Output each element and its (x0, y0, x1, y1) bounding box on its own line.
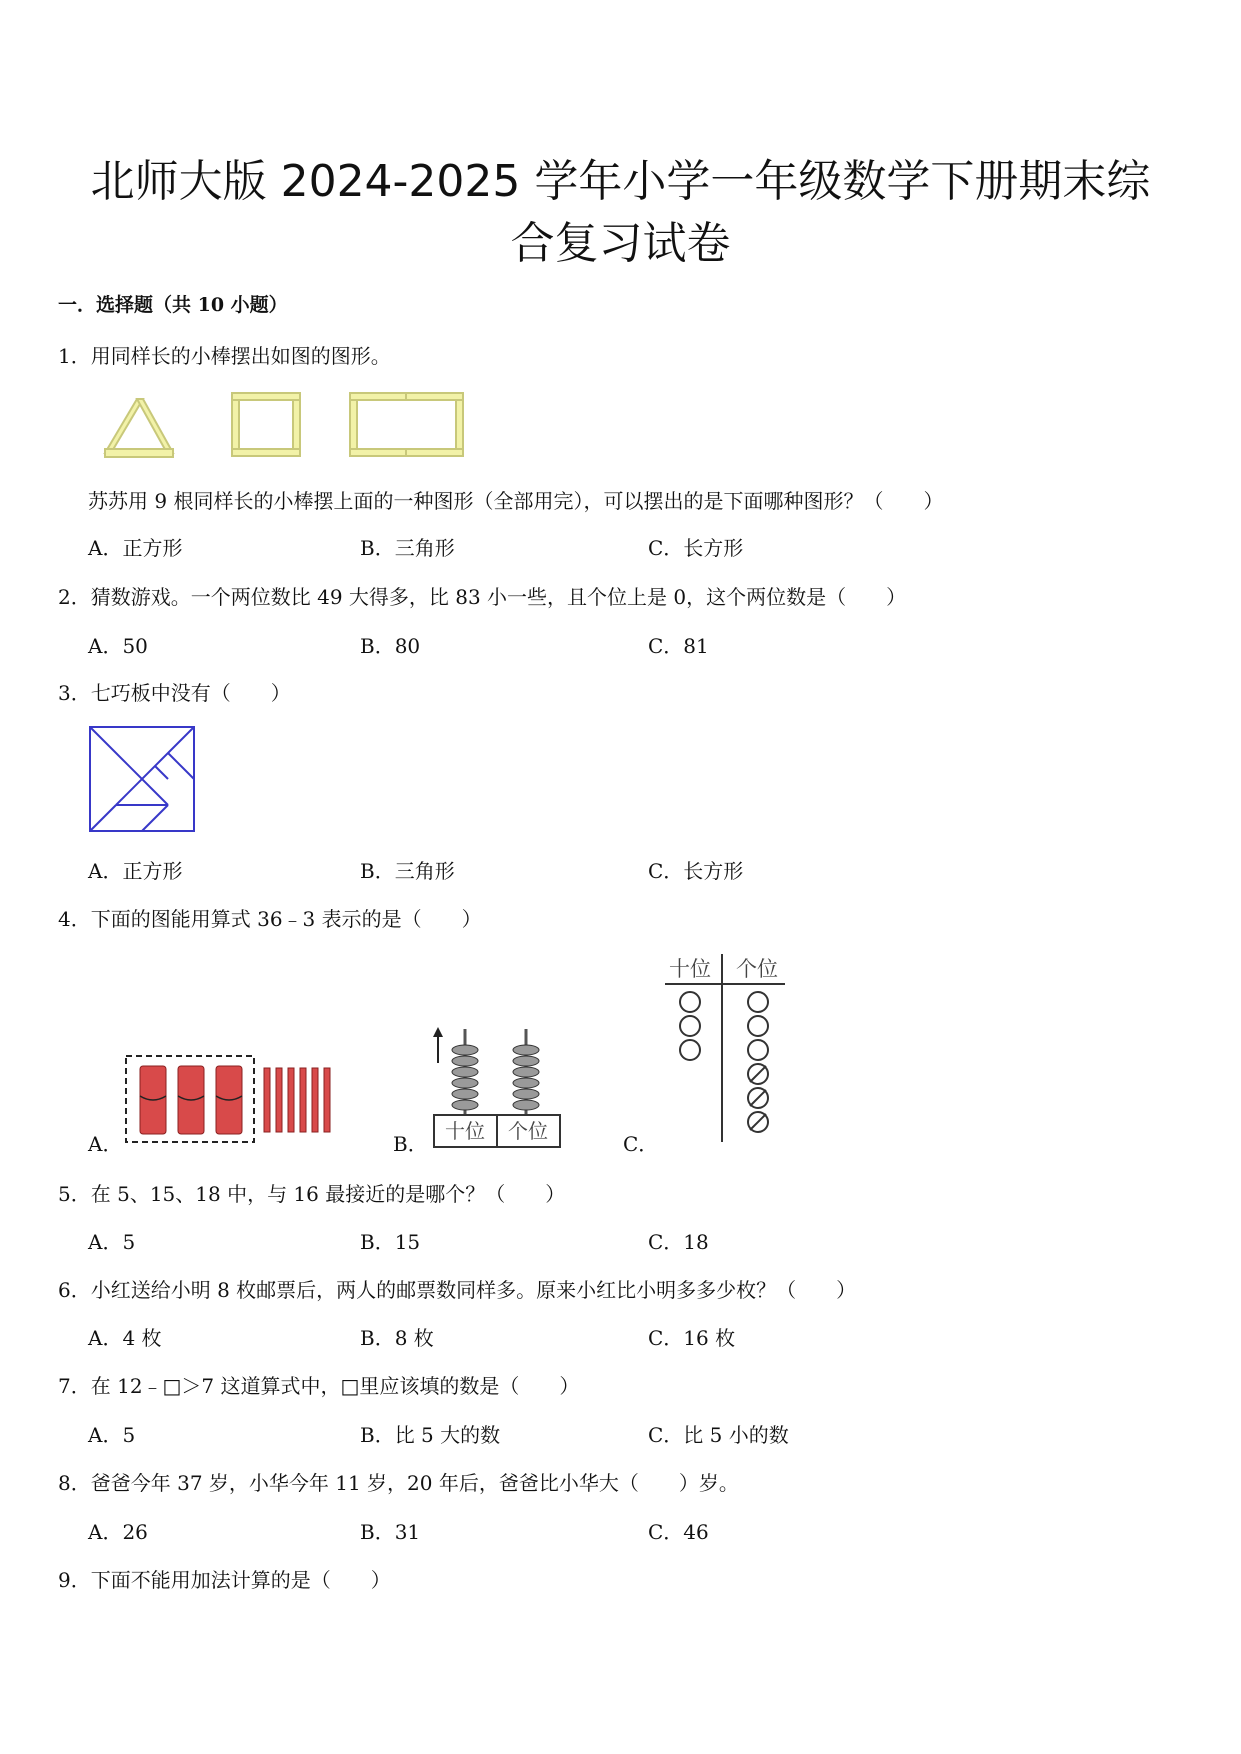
abacus-ones-label: 个位 (508, 1119, 548, 1143)
abacus-bead (452, 1067, 478, 1077)
option-8a[interactable]: A．26 (88, 1520, 148, 1544)
option-3c[interactable]: C．长方形 (648, 859, 744, 883)
question-7: 7．在 12﹣□＞7 这道算式中，□里应该填的数是（ ） (58, 1374, 580, 1398)
abacus-tens-label: 十位 (445, 1119, 485, 1143)
single-stick (324, 1068, 330, 1132)
option-5c[interactable]: C．18 (648, 1230, 709, 1254)
question-8: 8．爸爸今年 37 岁，小华今年 11 岁，20 年后，爸爸比小华大（ ）岁。 (58, 1471, 739, 1495)
question-4: 4．下面的图能用算式 36﹣3 表示的是（ ） (58, 907, 482, 931)
option-8b[interactable]: B．31 (360, 1520, 421, 1544)
option-3a[interactable]: A．正方形 (88, 859, 183, 883)
question-1: 1．用同样长的小棒摆出如图的图形。 (58, 344, 391, 368)
option-7a[interactable]: A．5 (88, 1423, 136, 1447)
question-1-sub: 苏苏用 9 根同样长的小棒摆上面的一种图形（全部用完），可以摆出的是下面哪种图形？（ ） (88, 489, 944, 513)
single-stick (288, 1068, 294, 1132)
abacus-bead (452, 1078, 478, 1088)
abacus-bead (452, 1056, 478, 1066)
option-6a[interactable]: A．4 枚 (88, 1326, 162, 1350)
stick-shape-rectangle (350, 393, 357, 456)
option-2c[interactable]: C．81 (648, 634, 709, 658)
option-8c[interactable]: C．46 (648, 1520, 709, 1544)
question-3: 3．七巧板中没有（ ） (58, 681, 291, 705)
question-6: 6．小红送给小明 8 枚邮票后，两人的邮票数同样多。原来小红比小明多多少枚？（ ） (58, 1278, 857, 1302)
abacus-bead (452, 1100, 478, 1110)
abacus-bead (513, 1045, 539, 1055)
chart-tens-label: 十位 (669, 957, 711, 981)
option-2a[interactable]: A．50 (88, 634, 148, 658)
option-7b[interactable]: B．比 5 大的数 (360, 1423, 501, 1447)
tangram-figure (88, 723, 200, 835)
option-3b[interactable]: B．三角形 (360, 859, 455, 883)
section-heading: 一．选择题（共 10 小题） (58, 294, 288, 316)
abacus-bead (513, 1067, 539, 1077)
abacus-bead (513, 1078, 539, 1088)
single-stick (312, 1068, 318, 1132)
stick-shape-triangle (105, 399, 143, 453)
option-7c[interactable]: C．比 5 小的数 (648, 1423, 789, 1447)
place-value-chart-figure (660, 950, 790, 1145)
option-2b[interactable]: B．80 (360, 634, 421, 658)
option-6b[interactable]: B．8 枚 (360, 1326, 434, 1350)
option-6c[interactable]: C．16 枚 (648, 1326, 736, 1350)
question-5: 5．在 5、15、18 中，与 16 最接近的是哪个？（ ） (58, 1182, 566, 1206)
abacus-figure (430, 1025, 562, 1150)
abacus-bead (513, 1100, 539, 1110)
option-5a[interactable]: A．5 (88, 1230, 136, 1254)
page-title-line2: 合复习试卷 (510, 218, 731, 269)
option-5b[interactable]: B．15 (360, 1230, 421, 1254)
option-1b[interactable]: B．三角形 (360, 536, 455, 560)
chart-ones-label: 个位 (736, 957, 778, 981)
abacus-bead (452, 1045, 478, 1055)
option-4a[interactable]: A． (88, 1132, 123, 1156)
option-1c[interactable]: C．长方形 (648, 536, 744, 560)
abacus-bead (452, 1089, 478, 1099)
single-stick (276, 1068, 282, 1132)
option-4b[interactable]: B． (393, 1132, 428, 1156)
option-1a[interactable]: A．正方形 (88, 536, 183, 560)
abacus-bead (513, 1056, 539, 1066)
option-4c[interactable]: C． (623, 1132, 659, 1156)
stick-shapes-figure (95, 385, 475, 465)
question-2: 2．猜数游戏。一个两位数比 49 大得多，比 83 小一些，且个位上是 0，这个两位数是（ ） (58, 585, 907, 609)
stick-shape-square (232, 393, 239, 456)
abacus-bead (513, 1089, 539, 1099)
page-title-line1: 北师大版 2024-2025 学年小学一年级数学下册期末综 (90, 156, 1151, 207)
single-stick (264, 1068, 270, 1132)
stick-bundles-figure (124, 1050, 339, 1146)
single-stick (300, 1068, 306, 1132)
question-9: 9．下面不能用加法计算的是（ ） (58, 1568, 391, 1592)
